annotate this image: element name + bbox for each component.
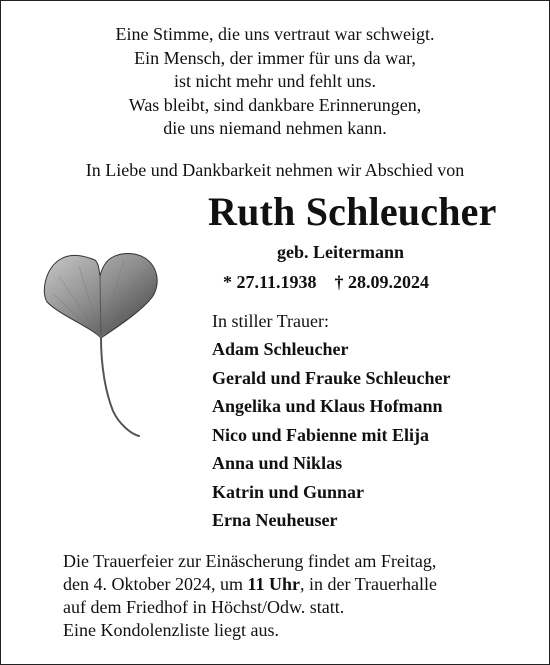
funeral-info-line: Die Trauerfeier zur Einäscherung findet am Freitag,	[63, 551, 437, 571]
mourner-name: Nico und Fabienne mit Elija	[212, 424, 430, 445]
poem-line: Was bleibt, sind dankbare Erinnerungen,	[128, 94, 422, 115]
poem-line: die uns niemand nehmen kann.	[163, 118, 387, 138]
mourner-name: Erna Neuheuser	[212, 510, 338, 530]
funeral-info-line: auf dem Friedhof in Höchst/Odw. statt.	[63, 597, 345, 617]
birth-name: geb. Leitermann	[277, 242, 404, 262]
poem	[1, 23, 549, 141]
poem-line: Ein Mensch, der immer für uns da war,	[134, 47, 416, 68]
mourner-name: Adam Schleucher	[212, 339, 349, 359]
funeral-location-text: , in der Trauerhalle	[300, 574, 437, 594]
mourner-name: Katrin und Gunnar	[212, 481, 365, 502]
deceased-name: Ruth Schleucher	[208, 189, 497, 234]
mourner-name: Anna und Niklas	[212, 453, 343, 473]
poem-line: ist nicht mehr und fehlt uns.	[174, 71, 376, 91]
mourners-list	[212, 309, 451, 535]
birth-date: * 27.11.1938	[223, 272, 317, 292]
farewell-intro: In Liebe und Dankbarkeit nehmen wir Abschied von	[85, 160, 465, 180]
funeral-time: 11 Uhr	[247, 574, 300, 594]
funeral-info	[63, 550, 437, 642]
condolence-note: Eine Kondolenzliste liegt aus.	[63, 620, 279, 640]
ginkgo-leaf-icon	[39, 246, 164, 456]
mourner-name: Gerald und Frauke Schleucher	[212, 367, 451, 388]
funeral-date-text: den 4. Oktober 2024, um	[63, 574, 248, 594]
poem-line: Eine Stimme, die uns vertraut war schweigt.	[115, 24, 435, 44]
death-date: † 28.09.2024	[334, 272, 430, 292]
life-dates	[223, 272, 429, 293]
mourners-heading: In stiller Trauer:	[212, 311, 329, 331]
funeral-info-line	[63, 573, 437, 596]
mourner-name: Angelika und Klaus Hofmann	[212, 396, 443, 416]
